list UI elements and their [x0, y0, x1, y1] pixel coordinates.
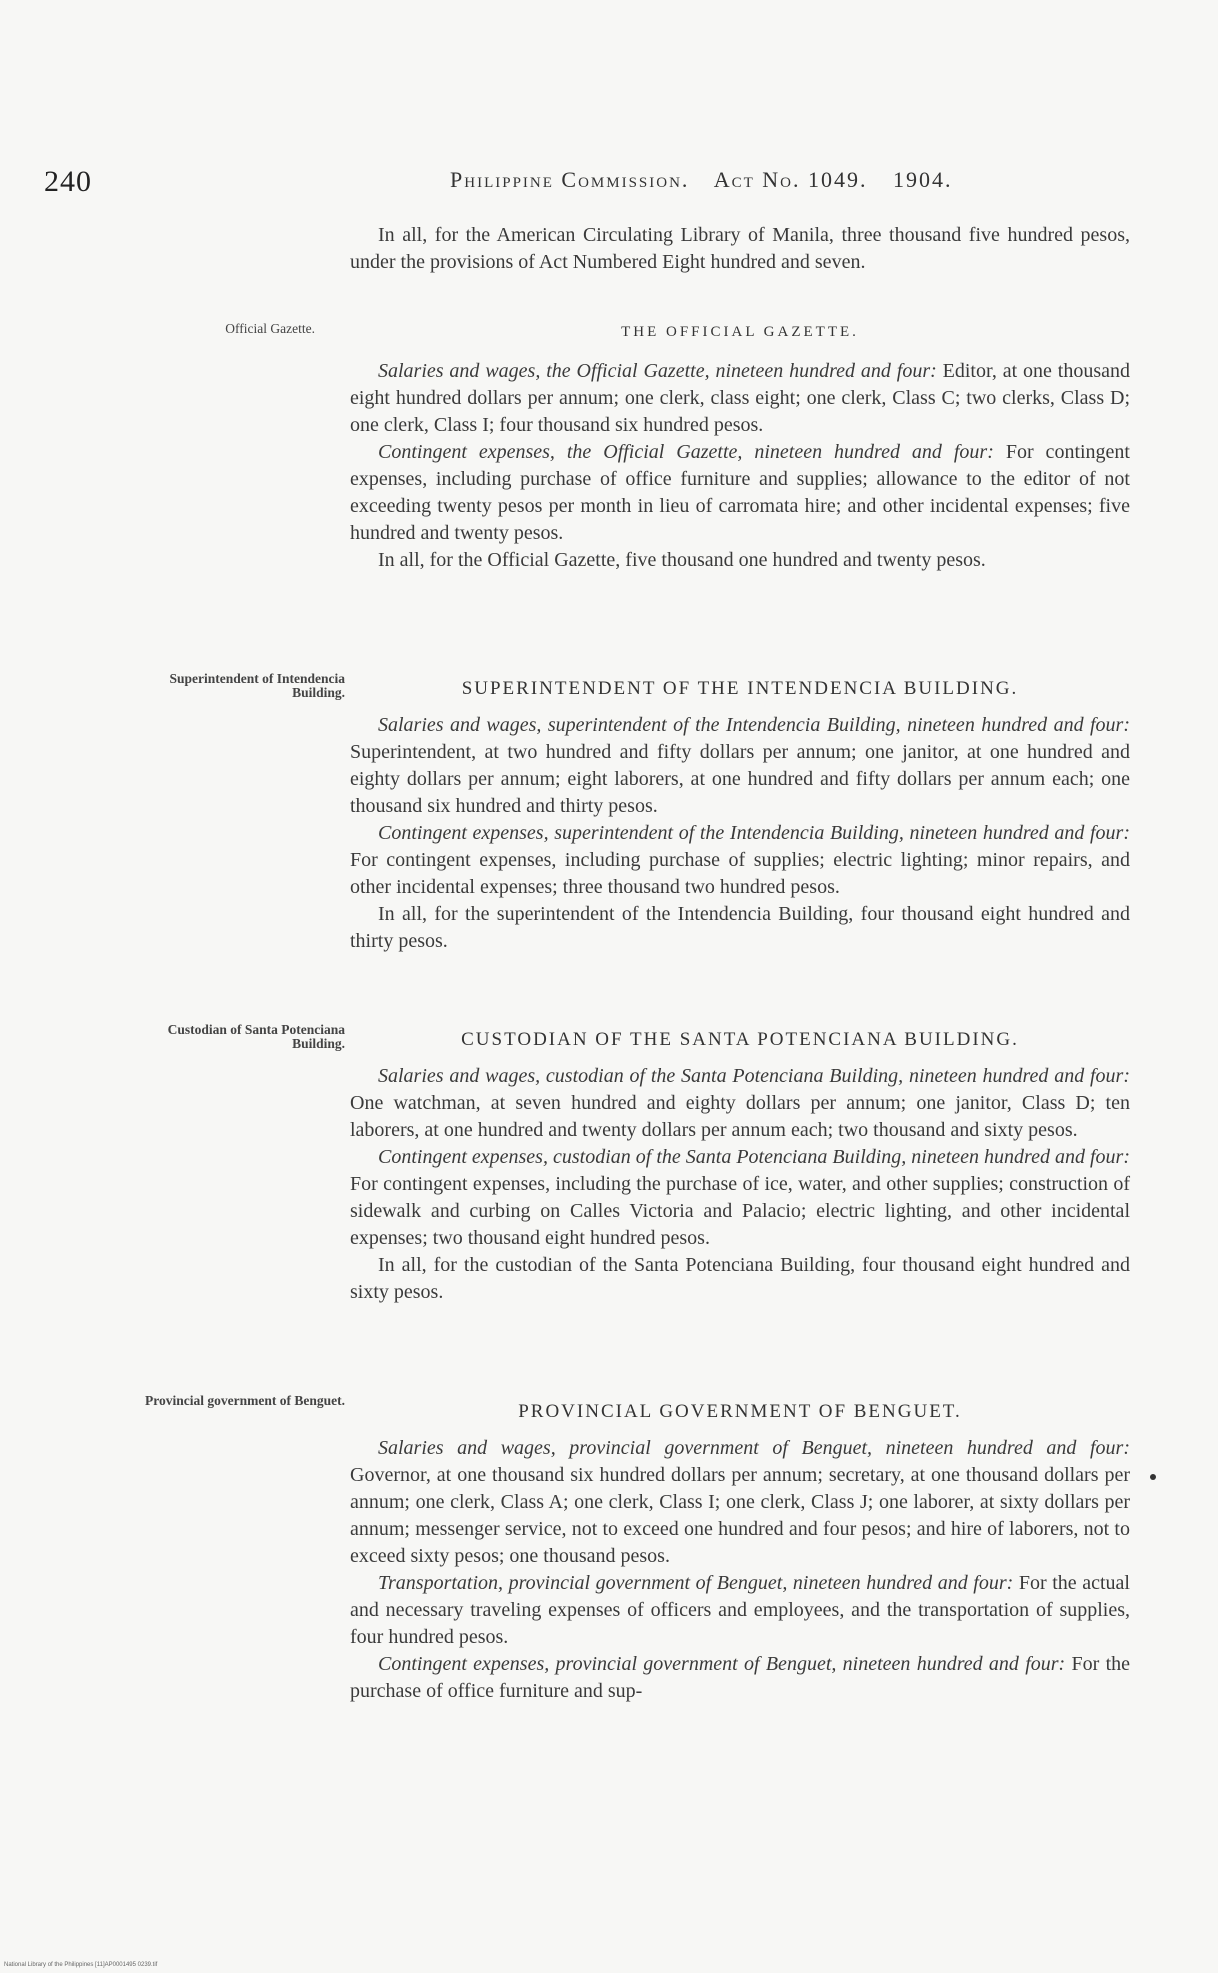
paragraph: Salaries and wages, the Official Gazette, nineteen hundred and four: Editor, at one thousand eight hundred dollars per annum; one clerk, class eight; one clerk, Class C; two clerks, Class D; one clerk, Class I; four thousand six hundred pesos.	[350, 360, 1130, 436]
paragraph: In all, for the superintendent of the Intendencia Building, four thousand eight hundred and thirty pesos.	[350, 903, 1130, 952]
paragraph: Contingent expenses, superintendent of the Intendencia Building, nineteen hundred and four: For contingent expenses, including purchase of supplies; electric lighting; minor repairs, and other incidental expenses; three thousand two hundred pesos.	[350, 822, 1130, 898]
section-heading-intendencia: SUPERINTENDENT OF THE INTENDENCIA BUILDING.	[461, 678, 1019, 699]
footer-credit: National Library of the Philippines [11]AP0001495 0239.tif	[4, 1962, 158, 1968]
section-body-santa-potenciana	[350, 1063, 1130, 1306]
margin-note-santa-potenciana: Custodian of Santa Potenciana Building.	[167, 1022, 345, 1051]
section-body-intendencia	[350, 712, 1130, 955]
section-heading-santa-potenciana: CUSTODIAN OF THE SANTA POTENCIANA BUILDING.	[461, 1029, 1019, 1050]
paragraph: Transportation, provincial government of Benguet, nineteen hundred and four: For the actual and necessary traveling expenses of officers and employees, and the transportation of supplies, four hundred pesos.	[350, 1572, 1130, 1648]
margin-note-official-gazette: Official Gazette.	[225, 321, 315, 336]
section-heading-official-gazette: THE OFFICIAL GAZETTE.	[621, 324, 859, 340]
page-number: 240	[44, 165, 92, 198]
library-paragraph	[350, 222, 1130, 276]
paragraph: In all, for the American Circulating Library of Manila, three thousand five hundred pesos, under the provisions of Act Numbered Eight hundred and seven.	[350, 224, 1130, 273]
margin-note-intendencia: Superintendent of Intendencia Building.	[169, 671, 345, 700]
paragraph: Salaries and wages, custodian of the Santa Potenciana Building, nineteen hundred and four: One watchman, at seven hundred and eighty dollars per annum; one janitor, Class D; ten laborers, at one hundred and twenty dollars per annum each; two thousand and sixty pesos.	[350, 1065, 1130, 1141]
ink-speck	[1150, 1474, 1156, 1480]
section-body-benguet	[350, 1435, 1130, 1705]
paragraph: Contingent expenses, custodian of the Santa Potenciana Building, nineteen hundred and four: For contingent expenses, including the purchase of ice, water, and other supplies; construction of sidewalk and curbing on Calles Victoria and Palacio; electric lighting, and other incidental expenses; two thousand eight hundred pesos.	[350, 1146, 1130, 1249]
paragraph: Contingent expenses, provincial government of Benguet, nineteen hundred and four: For the purchase of office furniture and sup-	[350, 1653, 1130, 1702]
paragraph: Contingent expenses, the Official Gazette, nineteen hundred and four: For contingent expenses, including purchase of office furniture and supplies; allowance to the editor of not exceeding twenty pesos per month in lieu of carromata hire; and other incidental expenses; five hundred and twenty pesos.	[350, 441, 1130, 544]
margin-note-benguet: Provincial government of Benguet.	[145, 1393, 345, 1408]
running-head-act: Act No. 1049.	[713, 167, 868, 192]
section-body-official-gazette	[350, 358, 1130, 574]
paragraph: In all, for the Official Gazette, five thousand one hundred and twenty pesos.	[378, 549, 986, 571]
running-head	[450, 167, 971, 193]
running-head-year: 1904.	[893, 167, 953, 192]
paragraph: In all, for the custodian of the Santa Potenciana Building, four thousand eight hundred and sixty pesos.	[350, 1254, 1130, 1303]
paragraph: Salaries and wages, superintendent of the Intendencia Building, nineteen hundred and four: Superintendent, at two hundred and fifty dollars per annum; one janitor, at one hundred and eighty dollars per annum; eight laborers, at one hundred and fifty dollars per annum each; one thousand six hundred and thirty pesos.	[350, 714, 1130, 817]
paragraph: Salaries and wages, provincial government of Benguet, nineteen hundred and four: Governor, at one thousand six hundred dollars per annum; secretary, at one thousand dollars per annum; one clerk, Class A; one clerk, Class I; one clerk, Class J; one laborer, at sixty dollars per annum; messenger service, not to exceed one hundred and four pesos; and hire of laborers, not to exceed sixty pesos; one thousand pesos.	[350, 1437, 1130, 1567]
section-heading-benguet: PROVINCIAL GOVERNMENT OF BENGUET.	[518, 1401, 962, 1422]
running-head-title: Philippine Commission.	[450, 167, 690, 192]
